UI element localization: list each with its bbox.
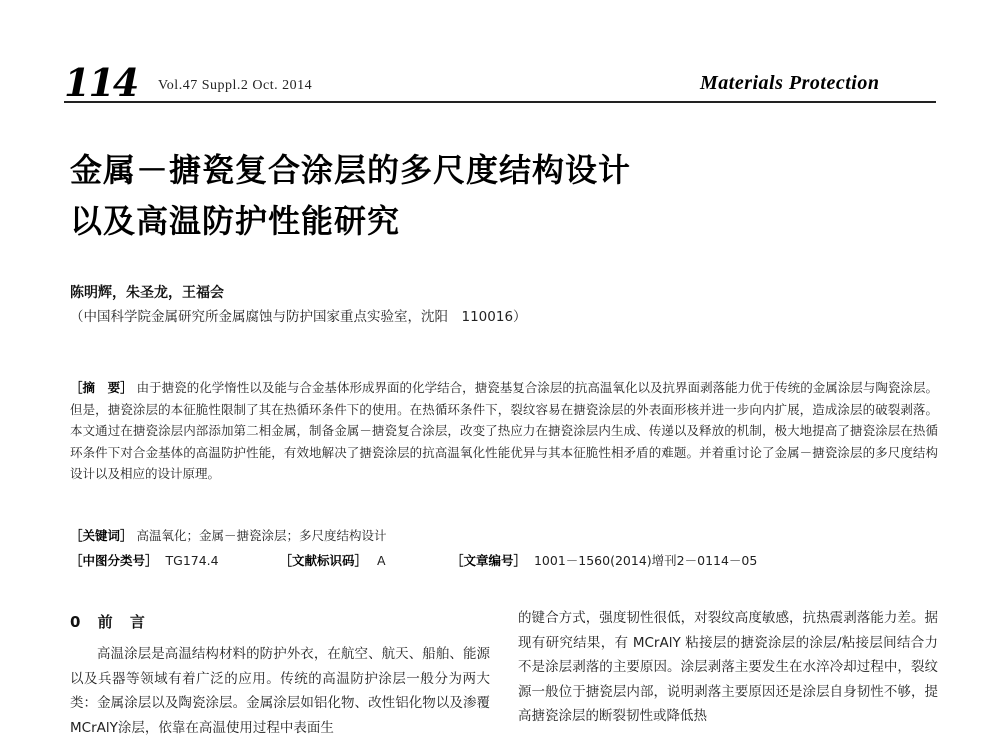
clc-label: ［中图分类号］ — [70, 553, 158, 568]
article-title-line-1: 金属－搪瓷复合涂层的多尺度结构设计 — [70, 151, 632, 189]
clc-value: TG174.4 — [165, 553, 219, 568]
volume-info: Vol.47 Suppl.2 Oct. 2014 — [158, 78, 313, 93]
body-right-column: 的键合方式，强度韧性很低，对裂纹高度敏感，抗热震剥落能力差。据现有研究结果，有 MCrAlY 粘接层的搪瓷涂层的涂层/粘接层间结合力不是涂层剥落的主要原因。涂层剥落主要发生在水淬冷却过程中，裂纹源一般位于搪瓷层内部，说明剥落主要原因还是涂层自身韧性不够，提高搪瓷涂层的断裂韧性或降低热 — [518, 610, 938, 724]
keywords-label: ［关键词］ — [70, 528, 133, 543]
journal-name: Materials Protection — [700, 72, 880, 94]
page-number: 114 — [64, 60, 138, 105]
keywords-text: 高温氧化；金属－搪瓷涂层；多尺度结构设计 — [136, 528, 387, 543]
header-rule — [64, 101, 936, 103]
section-heading: 0 前 言 — [70, 613, 151, 631]
affiliation: （中国科学院金属研究所金属腐蚀与防护国家重点实验室，沈阳 110016） — [70, 309, 527, 325]
keywords — [70, 526, 387, 544]
article-no-value: 1001－1560(2014)增刊2－0114－05 — [533, 553, 758, 568]
abstract — [70, 377, 938, 485]
article-no-label: ［文章编号］ — [450, 553, 526, 568]
abstract-text: 由于搪瓷的化学惰性以及能与合金基体形成界面的化学结合，搪瓷基复合涂层的抗高温氧化以及抗界面剥落能力优于传统的金属涂层与陶瓷涂层。但是，搪瓷涂层的本征脆性限制了其在热循环条件下的使用。在热循环条件下，裂纹容易在搪瓷涂层的外表面形核并进一步向内扩展，造成涂层的破裂剥落。本文通过在搪瓷涂层内部添加第二相金属，制备金属－搪瓷复合涂层，改变了热应力在搪瓷涂层内生成、传递以及释放的机制，极大地提高了搪瓷涂层在热循环条件下对合金基体的高温防护性能，有效地解决了搪瓷涂层的抗高温氧化性能优异与其本征脆性相矛盾的难题。并着重讨论了金属－搪瓷涂层的多尺度结构设计以及相应的设计原理。 — [70, 380, 938, 481]
abstract-label: ［摘 要］ — [70, 380, 133, 395]
doc-code-label: ［文献标识码］ — [279, 553, 367, 568]
authors: 陈明辉，朱圣龙，王福会 — [70, 285, 224, 301]
classification-line — [70, 551, 757, 569]
doc-code-value: A — [376, 553, 386, 568]
body-left-column: 高温涂层是高温结构材料的防护外衣，在航空、航天、船舶、能源以及兵器等领域有着广泛的应用。传统的高温防护涂层一般分为两大类：金属涂层以及陶瓷涂层。金属涂层如铝化物、改性铝化物以及渗覆MCrAlY涂层，依靠在高温使用过程中表面生 — [70, 646, 490, 736]
article-title-line-2: 以及高温防护性能研究 — [70, 202, 401, 240]
